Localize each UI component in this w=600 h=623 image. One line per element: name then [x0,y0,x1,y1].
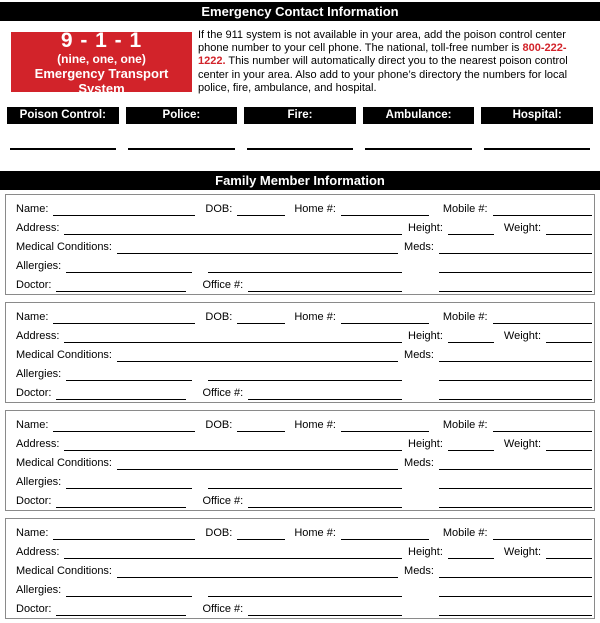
member-row-address [16,216,592,235]
meds-blank[interactable] [439,349,592,362]
doctor-label: Doctor: [16,387,52,400]
hospital-label: Hospital: [481,107,593,124]
home-phone-label: Home #: [294,203,336,216]
dob-blank[interactable] [237,203,285,216]
member-row-address [16,324,592,343]
office-phone-blank[interactable] [248,279,402,292]
page-title: Emergency Contact Information [0,2,600,21]
weight-blank[interactable] [546,222,592,235]
office-phone-label: Office #: [202,387,244,400]
dob-label: DOB: [205,527,233,540]
weight-blank[interactable] [546,546,592,559]
name-blank[interactable] [53,527,195,540]
family-member-section [5,410,595,511]
mobile-phone-blank[interactable] [493,419,592,432]
meds-label: Meds: [404,565,434,578]
allergies-label: Allergies: [16,476,62,489]
address-label: Address: [16,330,60,343]
hospital-blank[interactable] [484,148,590,150]
medical-conditions-blank[interactable] [117,457,398,470]
dob-blank[interactable] [237,311,285,324]
home-phone-blank[interactable] [341,311,429,324]
member-row-identity [16,521,592,540]
mobile-phone-blank[interactable] [493,203,592,216]
dob-blank[interactable] [237,419,285,432]
office-phone-blank[interactable] [248,495,402,508]
member-row-medical [16,451,592,470]
fire-blank[interactable] [247,148,353,150]
height-blank[interactable] [448,330,494,343]
address-label: Address: [16,438,60,451]
allergies-blank[interactable] [66,584,192,597]
member-row-medical [16,235,592,254]
mobile-phone-blank[interactable] [493,527,592,540]
meds-continuation-blank-2[interactable] [439,279,592,292]
address-blank[interactable] [64,438,402,451]
medical-conditions-blank[interactable] [117,349,398,362]
member-row-allergies [16,362,592,381]
medical-conditions-label: Medical Conditions: [16,457,112,470]
intro-section [0,28,600,96]
medical-conditions-label: Medical Conditions: [16,241,112,254]
meds-label: Meds: [404,241,434,254]
member-row-identity [16,305,592,324]
member-row-medical [16,343,592,362]
height-label: Height: [408,438,443,451]
name-blank[interactable] [53,311,195,324]
name-label: Name: [16,203,49,216]
family-section-title: Family Member Information [0,171,600,190]
meds-continuation-blank-1[interactable] [439,260,592,273]
family-member-section [5,302,595,403]
911-emergency-box [11,28,192,96]
member-row-address [16,540,592,559]
doctor-blank[interactable] [56,279,186,292]
member-row-identity [16,413,592,432]
meds-continuation-blank-1[interactable] [439,368,592,381]
home-phone-blank[interactable] [341,203,429,216]
home-phone-label: Home #: [294,311,336,324]
member-row-identity [16,197,592,216]
allergies-blank[interactable] [66,368,192,381]
meds-continuation-blank-1[interactable] [439,476,592,489]
police-blank[interactable] [128,148,234,150]
member-row-doctor [16,381,592,400]
weight-blank[interactable] [546,438,592,451]
member-row-allergies [16,254,592,273]
member-row-allergies [16,578,592,597]
weight-label: Weight: [503,546,541,559]
dob-label: DOB: [205,419,233,432]
member-row-doctor [16,273,592,292]
office-phone-blank[interactable] [248,603,402,616]
family-member-sections [0,194,600,619]
member-row-doctor [16,597,592,616]
allergies-continuation-blank[interactable] [208,260,402,273]
address-blank[interactable] [64,222,402,235]
medical-conditions-label: Medical Conditions: [16,565,112,578]
police-label: Police: [126,107,238,124]
member-row-allergies [16,470,592,489]
911-subtitle: (nine, one, one) [57,51,146,66]
doctor-blank[interactable] [56,603,186,616]
allergies-blank[interactable] [66,476,192,489]
emergency-contact-form [0,2,600,623]
poison-control-blank[interactable] [10,148,116,150]
allergies-label: Allergies: [16,260,62,273]
dob-label: DOB: [205,311,233,324]
allergies-continuation-blank[interactable] [208,584,402,597]
doctor-label: Doctor: [16,495,52,508]
meds-continuation-blank-1[interactable] [439,584,592,597]
mobile-phone-label: Mobile #: [442,311,488,324]
home-phone-label: Home #: [294,419,336,432]
meds-continuation-blank-2[interactable] [439,495,592,508]
weight-label: Weight: [503,330,541,343]
note-text-before: If the 911 system is not available in your area, add the poison control center phone number to your cell phone. The national, toll-free number is [198,29,566,55]
height-blank[interactable] [448,546,494,559]
allergies-continuation-blank[interactable] [208,368,402,381]
height-label: Height: [408,546,443,559]
member-row-medical [16,559,592,578]
fire-label: Fire: [244,107,356,124]
name-label: Name: [16,527,49,540]
height-label: Height: [408,222,443,235]
medical-conditions-blank[interactable] [117,241,398,254]
meds-continuation-blank-2[interactable] [439,387,592,400]
member-row-address [16,432,592,451]
family-member-section [5,518,595,619]
office-phone-label: Office #: [202,495,244,508]
doctor-blank[interactable] [56,387,186,400]
medical-conditions-blank[interactable] [117,565,398,578]
meds-blank[interactable] [439,457,592,470]
doctor-blank[interactable] [56,495,186,508]
address-blank[interactable] [64,330,402,343]
poison-control-phone: 800-222-1222. [198,42,567,68]
home-phone-blank[interactable] [341,527,429,540]
height-label: Height: [408,330,443,343]
poison-control-label: Poison Control: [7,107,119,124]
dob-label: DOB: [205,203,233,216]
doctor-label: Doctor: [16,279,52,292]
address-blank[interactable] [64,546,402,559]
mobile-phone-label: Mobile #: [442,527,488,540]
mobile-phone-label: Mobile #: [442,419,488,432]
allergies-continuation-blank[interactable] [208,476,402,489]
mobile-phone-blank[interactable] [493,311,592,324]
meds-label: Meds: [404,349,434,362]
address-label: Address: [16,546,60,559]
mobile-phone-label: Mobile #: [442,203,488,216]
address-label: Address: [16,222,60,235]
allergies-blank[interactable] [66,260,192,273]
meds-blank[interactable] [439,565,592,578]
weight-label: Weight: [503,222,541,235]
member-row-doctor [16,489,592,508]
name-label: Name: [16,419,49,432]
height-blank[interactable] [448,438,494,451]
meds-blank[interactable] [439,241,592,254]
weight-label: Weight: [503,438,541,451]
medical-conditions-label: Medical Conditions: [16,349,112,362]
name-blank[interactable] [53,419,195,432]
family-member-section [5,194,595,295]
name-blank[interactable] [53,203,195,216]
meds-continuation-blank-2[interactable] [439,603,592,616]
911-caption: Emergency Transport System [34,65,169,96]
height-blank[interactable] [448,222,494,235]
home-phone-blank[interactable] [341,419,429,432]
name-label: Name: [16,311,49,324]
ambulance-label: Ambulance: [363,107,475,124]
allergies-label: Allergies: [16,584,62,597]
allergies-label: Allergies: [16,368,62,381]
office-phone-blank[interactable] [248,387,402,400]
home-phone-label: Home #: [294,527,336,540]
emergency-contact-labels [0,107,600,124]
911-number: 9 - 1 - 1 [60,28,143,52]
ambulance-blank[interactable] [365,148,471,150]
dob-blank[interactable] [237,527,285,540]
office-phone-label: Office #: [202,603,244,616]
doctor-label: Doctor: [16,603,52,616]
poison-control-note [198,29,600,95]
weight-blank[interactable] [546,330,592,343]
note-text-after: This number will automatically direct you to the nearest poison control center in your area. Also add to your phone’s directory the numbers for local police, fire, ambulance, and hospital. [198,55,568,94]
meds-label: Meds: [404,457,434,470]
office-phone-label: Office #: [202,279,244,292]
emergency-contact-blanks [0,148,600,150]
